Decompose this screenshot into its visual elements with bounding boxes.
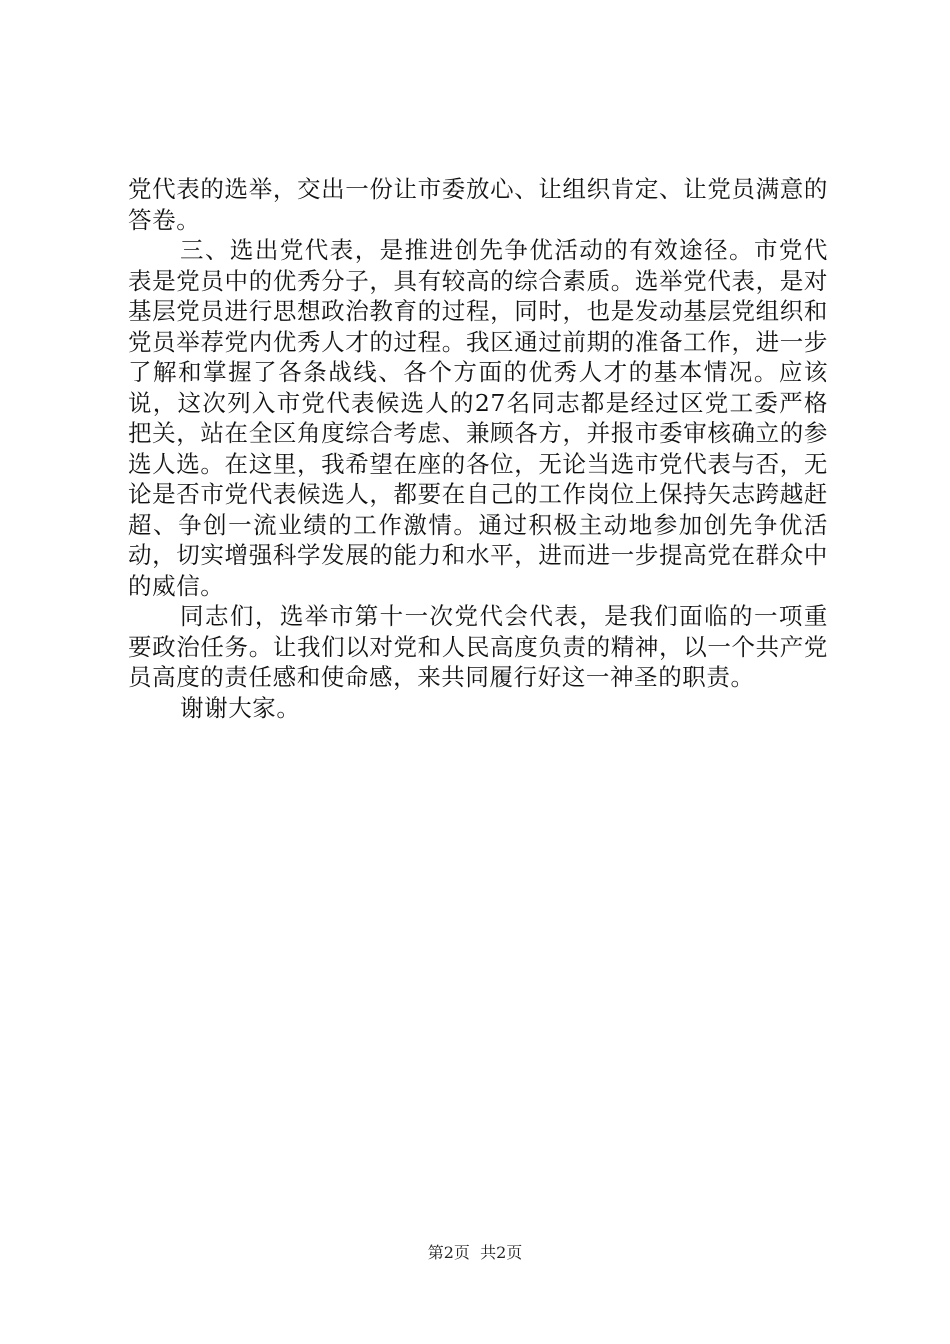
- paragraph-thanks: 谢谢大家。: [180, 693, 301, 722]
- page-number-label: 第2页 共2页: [427, 1243, 523, 1262]
- paragraph-section-three: 三、选出党代表，是推进创先争优活动的有效途径。市党代表是党员中的优秀分子，具有较高的综合素质。选举党代表，是对基层党员进行思想政治教育的过程，同时，也是发动基层党组织和党员举荐党内优秀人才的过程。我区通过前期的准备工作，进一步了解和掌握了各条战线、各个方面的优秀人才的基本情况。应该说，这次列入市党代表候选人的27名同志都是经过区党工委严格把关，站在全区角度综合考虑、兼顾各方，并报市委审核确立的参选人选。在这里，我希望在座的各位，无论当选市党代表与否，无论是否市党代表候选人，都要在自己的工作岗位上保持矢志跨越赶超、争创一流业绩的工作激情。通过积极主动地参加创先争优活动，切实增强科学发展的能力和水平，进而进一步提高党在群众中的威信。: [128, 236, 828, 600]
- paragraph-continuation: 党代表的选举，交出一份让市委放心、让组织肯定、让党员满意的答卷。: [128, 175, 828, 234]
- paragraph-closing: 同志们，选举市第十一次党代会代表，是我们面临的一项重要政治任务。让我们以对党和人民高度负责的精神，以一个共产党员高度的责任感和使命感，来共同履行好这一神圣的职责。: [128, 602, 828, 691]
- document-body: [128, 174, 828, 723]
- page-footer: [0, 1243, 950, 1263]
